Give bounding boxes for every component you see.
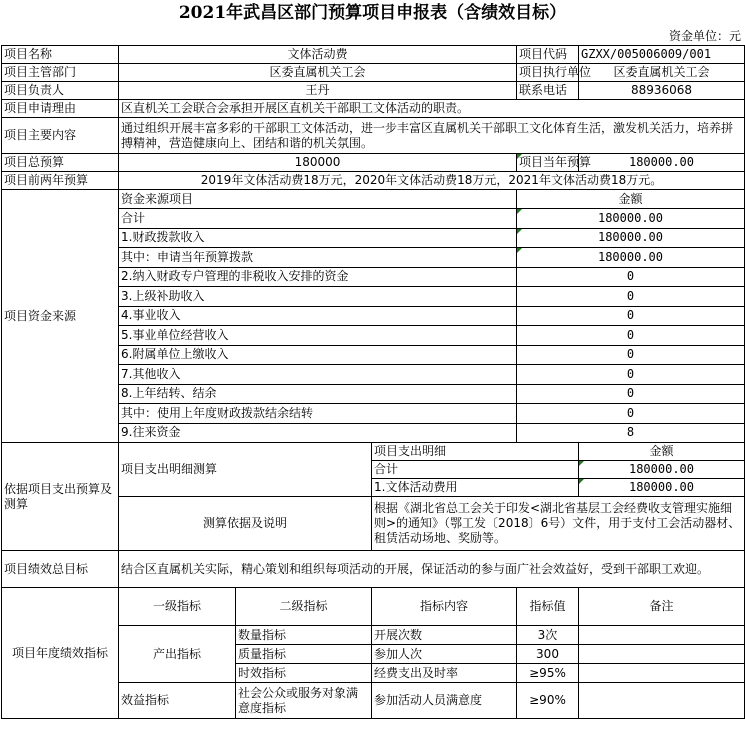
project-code-label: 项目代码 [517,46,579,64]
indicator-remark [579,664,745,683]
goal-text: 结合区直属机关实际，精心策划和组织每项活动的开展，保证活动的参与面广社会效益好，受到干部职工欢迎。 [119,551,745,588]
funding-row-label: 其中：使用上年度财政拨款结余结转 [119,404,517,424]
funding-row-label: 8.上年结转、结余 [119,384,517,404]
expense-basis-text: 根据《湖北省总工会关于印发<湖北省基层工会经费收支管理实施细则>的通知》（鄂工发〔2018〕6号）文件，用于支付工会活动器材、租赁活动场地、奖励等。 [372,497,745,551]
funding-row-amount: 180000.00 [517,248,745,268]
funding-row-label: 7.其他收入 [119,365,517,385]
indicator-remark [579,683,745,719]
expense-item-label: 1.文体活动费用 [372,479,579,497]
application-form-table [1,45,745,719]
current-budget-value: 180000.00 [579,154,745,172]
output-indicator-label: 产出指标 [119,626,236,683]
expense-section-label: 依据项目支出预算及测算 [2,443,119,551]
funding-header-source: 资金来源项目 [119,190,517,209]
funding-row-amount: 0 [517,404,745,424]
indicator-remark [579,626,745,645]
funding-row-amount: 0 [517,384,745,404]
expense-basis-label: 测算依据及说明 [119,497,372,551]
funding-row-label: 4.事业收入 [119,306,517,326]
annual-indicators-label: 项目年度绩效指标 [2,588,119,719]
indicator-content: 开展次数 [372,626,517,645]
funding-row-label: 合计 [119,209,517,229]
indicator-level2: 数量指标 [236,626,372,645]
indicator-level2: 时效指标 [236,664,372,683]
indicator-level2: 社会公众或服务对象满意度指标 [236,683,372,719]
reason-label: 项目申请理由 [2,100,119,118]
prev-budget-value: 2019年文体活动费18万元，2020年文体活动费18万元，2021年文体活动费18万元。 [119,172,745,190]
project-code-value: GZXX/005006009/001 [579,46,745,64]
indicator-remark [579,645,745,664]
funding-row-amount: 8 [517,423,745,443]
project-name-value: 文体活动费 [119,46,517,64]
expense-header-item: 项目支出明细 [372,443,579,461]
unit-label: 资金单位：元 [668,29,741,43]
goal-label: 项目绩效总目标 [2,551,119,588]
content-label: 项目主要内容 [2,118,119,154]
expense-item-amount: 180000.00 [579,479,745,497]
funding-row-label: 3.上级补助收入 [119,287,517,307]
header-level1: 一级指标 [119,588,236,626]
total-budget-value: 180000 [119,154,517,172]
phone-value: 88936068 [579,82,745,100]
funding-row-label: 2.纳入财政专户管理的非税收入安排的资金 [119,267,517,287]
indicator-value: 300 [517,645,579,664]
funding-row-amount: 180000.00 [517,228,745,248]
funding-row-amount: 0 [517,306,745,326]
funding-row-amount: 180000.00 [517,209,745,229]
phone-label: 联系电话 [517,82,579,100]
expense-detail-label: 项目支出明细测算 [119,443,372,497]
prev-budget-label: 项目前两年预算 [2,172,119,190]
indicator-value: ≥95% [517,664,579,683]
indicator-content: 参加活动人员满意度 [372,683,517,719]
funding-row-amount: 0 [517,345,745,365]
exec-unit-value: 区委直属机关工会 [579,64,745,82]
dept-value: 区委直属机关工会 [119,64,517,82]
indicator-value: 3次 [517,626,579,645]
project-name-label: 项目名称 [2,46,119,64]
funding-row-label: 9.往来资金 [119,423,517,443]
header-level2: 二级指标 [236,588,372,626]
expense-total-amount: 180000.00 [579,461,745,479]
current-budget-label: 项目当年预算 [517,154,579,172]
funding-row-amount: 0 [517,287,745,307]
header-remark: 备注 [579,588,745,626]
expense-total-label: 合计 [372,461,579,479]
indicator-content: 参加人次 [372,645,517,664]
funding-row-label: 1.财政拨款收入 [119,228,517,248]
funding-row-amount: 0 [517,326,745,346]
indicator-value: ≥90% [517,683,579,719]
dept-label: 项目主管部门 [2,64,119,82]
expense-header-amount: 金额 [579,443,745,461]
reason-value: 区直机关工会联合会承担开展区直机关干部职工文体活动的职责。 [119,100,745,118]
header-content: 指标内容 [372,588,517,626]
indicator-level2: 质量指标 [236,645,372,664]
exec-unit-label: 项目执行单位 [517,64,579,82]
funding-section-label: 项目资金来源 [2,190,119,443]
content-value: 通过组织开展丰富多彩的干部职工文体活动，进一步丰富区直属机关干部职工文化体育生活，激发机关活力，培养拼搏精神，营造健康向上、团结和谐的机关氛围。 [119,118,745,154]
header-value: 指标值 [517,588,579,626]
funding-row-label: 6.附属单位上缴收入 [119,345,517,365]
funding-row-amount: 0 [517,365,745,385]
indicator-content: 经费支出及时率 [372,664,517,683]
funding-row-label: 5.事业单位经营收入 [119,326,517,346]
owner-value: 王丹 [119,82,517,100]
funding-row-label: 其中：申请当年预算拨款 [119,248,517,268]
owner-label: 项目负责人 [2,82,119,100]
funding-header-amount: 金额 [517,190,745,209]
form-title: 2021年武昌区部门预算项目申报表（含绩效目标） [178,3,567,23]
total-budget-label: 项目总预算 [2,154,119,172]
funding-row-amount: 0 [517,267,745,287]
benefit-indicator-label: 效益指标 [119,683,236,719]
